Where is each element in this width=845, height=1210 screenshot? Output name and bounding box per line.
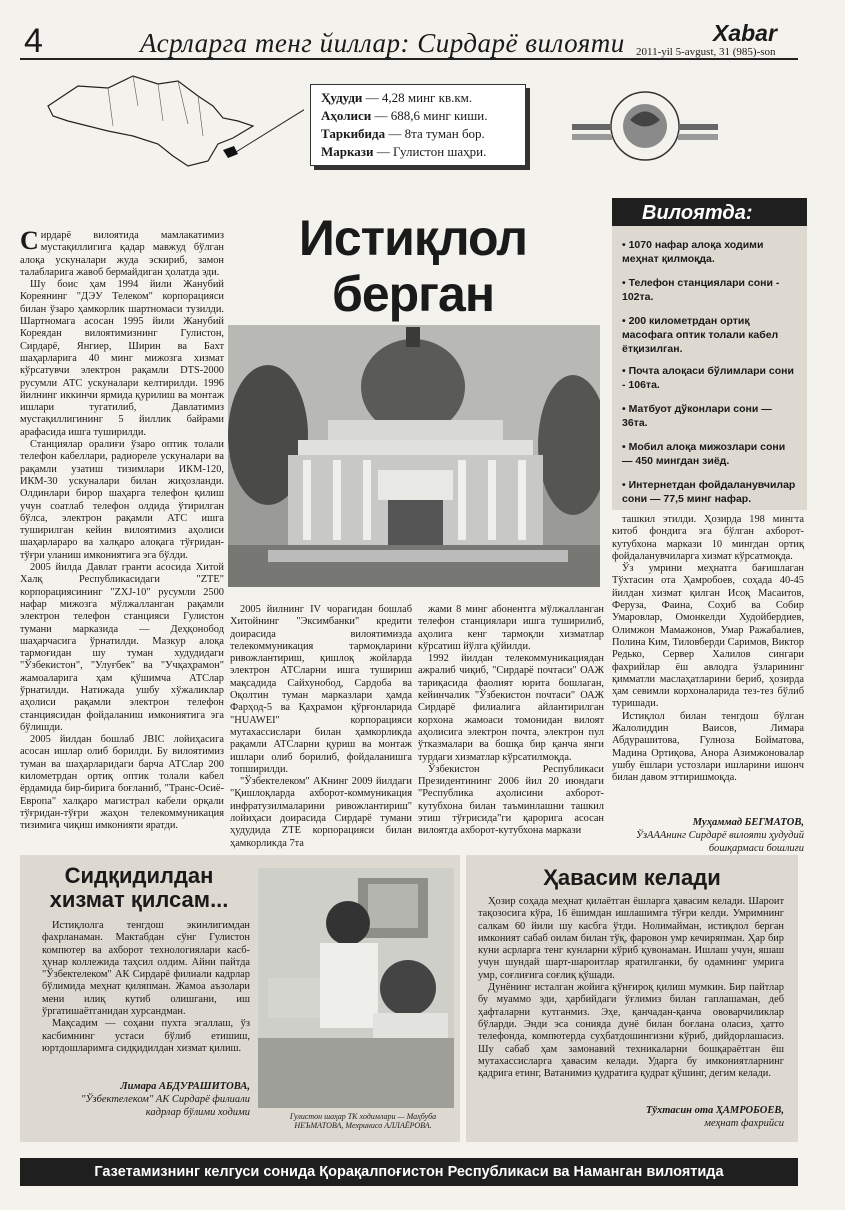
main-headline: Истиқлол берган (298, 210, 528, 322)
right-story-title: Ҳавасим келади (543, 865, 721, 890)
article-column-2: 2005 йилнинг IV чорагидан бошлаб Хитойнинг "Эксимбанки" кредити доирасида вилоятимизда телекоммуникация тармоқларини ривожлантириш, қишлоқ жойларда электрон АТСларни ишга тушириш мақсадида Сайхунобод, Сардоба ва Оқолтин туман марказлари ҳамда Фарҳод-5 ва Қаҳрамон қўрғонларида "HUAWEI" корпорацияси мутахассислари билан ҳамкорликда рақамли АТСларни қуриш ва монтаж ишлари олиб борилиб, фойдаланишга топширилди. "Ўзбектелеком" АКнинг 2009 йилдаги "Қишлоқларда ахборот-коммуникация инфратузилмаларини ривожлантириш" лойиҳаси доирасида Сирдарё тумани ҳудудида ZTE корпорацияси билан ҳамкорликда 7та (230, 604, 412, 849)
article-column-3: жами 8 минг абонентга мўлжалланган телефон станциялари ишга туширилиб, аҳолига кенг тармоқли хизматлар кўрсатиш йўлга қўйилди. 1992 йилдан телекоммуникациядан ажралиб чиқиб, "Сирдарё почтаси" ОАЖ тариқасида фаолият юрита бошлаган, кейинчалик "Ўзбекистон почтаси" ОАЖ Сирдарё филиалига айлантирилган корхона жамоаси томонидан вилоят аҳолисига электрон почта, электрон пул ўтказмалари ва бошқа бир қанча янги турдаги хизматлар кўрсатилмоқда. Ўзбекистон Республикаси Президентининг 2006 йил 20 июндаги "Республика аҳолисини ахборот-кутубхона билан таъминлашни ташкил этиш тўғрисида"ги қарорига асосан вилоятда ахборот-кутубхона маркази (418, 604, 604, 837)
stat-item: • Почта алоқаси бўлимлари сони - 106та. (622, 364, 798, 392)
left-story-text: Истиқлолга тенгдош экинлигимдан фахрланаман. Мактабдан сўнг Гулистон компютер ва ахборот технологиялари касб-ҳунар коллежида таҳсил олдим. Айни пайтда "Ўзбектелеком" АК Сирдарё филиали кадрлар бўлимида меҳнат қиляпман. Жамоа аъзолари мени илиқ кутиб олишгани, иш ўргатишаётганидан хурсандман. Мақсадим — соҳани пухта эгаллаш, ўз касбимнинг устаси бўлиб етишиш, юртдошларимга сидқидилдан хизмат қилиш. (42, 920, 250, 1054)
right-story-text: Ҳозир соҳада меҳнат қилаётган ёшларга ҳавасим келади. Шароит тақозосига кўра, 16 ёшимдан ишлашимга тўғри келди. Умримнинг салкам 60 йили шу касбга ўтди. Нолимайман, истиқлол берган имконият сабаб оилам билан тўқ, фаровон умр кечиряпман. Ҳар бир куни асрларга тенг кунларни кўриб қувонаман. Ишлаш учун, яшаш учун шундай шарт-шароитлар яратилганки, бу одамнинг умрига умр, соғлиғига соғлиқ қўшади. Дунёнинг исталган жойига қўнғироқ қилиш мумкин. Бир пайтлар бу муаммо эди, ҳарбийдаги ўғлимиз билан гаплашаман, деб ҳафталарни кутганмиз. Эҳе, қанчадан-қанча ововарчиликлар бўларди. Энди эса сонияда дунё билан боғлана оласиз, ҳатто телефонда, компютерда суҳбатдошингизни кўриб, дийдорлашасиз. Шу сабаб ҳам замонавий техникаларни бошқараётган ёш мутахассисларга ҳавасим келади. Ударга бу имкониятларнинг қадрига етинг, Ватанимиз қудратига қудрат қўшинг, дегим келади. (478, 896, 784, 1080)
sidebar-header: Вилоятда: (612, 198, 807, 228)
photo-caption: Гулистон шаҳар ТК ходимлари — Маҳбуба НЕЪМАТОВА, Мехринисо АЛЛАЁРОВА. (289, 1112, 437, 1130)
article-column-4: ташкил этилди. Ҳозирда 198 мингта китоб фондига эга бўлган ахборот-кутубхона маркази 10 мингдан ортиқ фойдаланувчиларга хизмат кўрсатмоқда. Ўз умрини меҳнатга бағишлаган Тўхтасин ота Ҳамробоев, соҳада 40-45 йилдан хизмат қилган Исоқ Масаитов, Феруза, Фаина, Соҳиб ва Собир Умаровлар, Омонкелди Худойбердиев, Олимжон Мамажонов, Умар Ражабалиев, Полина Ким, Тиловберди Саримов, Виктор Редько, Сервер Халилов сингари фахрийлар ёш авлодга ўзларининг қимматли маслаҳатларини бериб, ҳозирда ҳам севимли корхоналарида тез-тез бўлиб туришади. Истиқлол билан тенгдош бўлган Жалолиддин Ваисов, Лимара Абдурашитова, Гулноза Бойматова, Мадина Ортиқова, Анора Азимжоновалар ушбу ёшлари устозлари ишларини ишонч билан давом эттиришмоқда. (612, 514, 804, 784)
fact-composition: Таркибида — 8та туман бор. (321, 126, 485, 141)
newspaper-brand: Xabar (713, 20, 777, 46)
fact-area: Ҳудуди — 4,28 минг кв.км. (321, 90, 473, 105)
stat-item: • 200 километрдан ортиқ масофага оптик толали кабел ётқизилган. (622, 314, 798, 356)
uzbekistan-map-image (38, 66, 304, 176)
right-story-signature: Тўхтасин ота ҲАМРОБОЕВ, меҳнат фахрийси (645, 1105, 784, 1129)
left-story-title: Сидқидилдан хизмат қилсам... (49, 863, 229, 912)
left-story-signature: Лимара АБДУРАШИТОВА, "Ўзбектелеком" АК Сирдарё филиали кадрлар бўлими ходими (81, 1081, 250, 1118)
building-photo (228, 325, 600, 587)
issue-info: 2011-yil 5-avgust, 31 (985)-son (636, 46, 776, 58)
page-number: 4 (24, 22, 43, 60)
fact-population: Аҳолиси — 688,6 минг киши. (321, 108, 488, 123)
stat-item: • Матбуот дўконлари сони — 36та. (622, 402, 798, 430)
sidebar-stats-box (612, 226, 807, 510)
page-header-title: Асрларга тенг йиллар: Сирдарё вилояти (140, 28, 625, 58)
region-facts-box (310, 84, 526, 166)
state-emblem-image (570, 78, 720, 168)
stat-item: • Мобил алоқа мижозлари сони — 450 мингдан зиёд. (622, 440, 798, 468)
office-workers-photo (258, 868, 454, 1108)
fact-center: Маркази — Гулистон шаҳри. (321, 144, 487, 159)
dropcap: С (20, 230, 39, 255)
footer-announcement: Газетамизнинг келгуси сонида Қорақалпоғистон Республикаси ва Наманган вилоятида (20, 1158, 798, 1186)
header-rule (20, 58, 798, 60)
main-article-signature: Муҳаммад БЕГМАТОВ, ЎзАААнинг Сирдарё вилояти ҳудудий бошқармаси бошлиғи (635, 817, 804, 854)
stat-item: • Интернетдан фойдаланувчилар сони — 77,5 минг нафар. (622, 478, 798, 506)
stat-item: • 1070 нафар алоқа ходими меҳнат қилмоқда. (622, 238, 798, 266)
article-column-1: Сирдарё вилоятида мамлакатимиз мустақиллигига қадар мавжуд бўлган алоқа ускуналари жуда эскириб, замон талабларига жавоб бермайдиган ҳолатда эди. Шу боис ҳам 1994 йили Жанубий Кореянинг "ДЭУ Телеком" корпорацияси билан ўзаро ҳамкорлик шартномаси тузилди. Шартномага асосан 1995 йили Жанубий Кореядан вилоятимизнинг Гулистон, Сирдарё, Янгиер, Ширин ва Бахт шаҳарларига 40 минг мижозга хизмат кўрсатувчи электрон рақамли DTS-2000 русумли АТС ускуналари келтирилди. 1996 йилнинг иккинчи ярмида қурилиш ва монтаж ишлари тугатилиб, Давлатимиз мустақиллигининг 5 йиллик байрами арафасида ишга туширилди. Станциялар оралиғи ўзаро оптик толали телефон кабеллари, радиореле ускуналари ва рақамли узатиш тизимлари ИКМ-120, ИКМ-30 ускуналари билан жиҳозланди. Олдинлари бирор шаҳарга телефон қилиш учун соатлаб телефон олдида ўтирилган бўлса, электрон рақамли АТС ишга туширилган кейин вилоятимиз аҳолиси шаҳарлараро ва халқаро алоқага тўғридан-тўғри уланиш имкониятига эга бўлди. 2005 йилда Давлат гранти асосида Хитой Халқ Республикасидаги "ZTE" корпорациясининг "ZXJ-10" русумли 2500 нафар мижозга мўлжалланган рақамли электрон телефон станцияси Гулистон тумани марказида — Деҳқонобод шаҳарчасига ўрнатилди. Мазкур алоқа тармоғидан шу туман худудидаги "Ўзбекистон", "Улуғбек" ва "Учқаҳрамон" жамоаларига ҳам қўшимча АТСлар ўрнатилди. Натижада ушбу хўжаликлар аҳолиси рақамли электрон телефон станциясидан фойдаланиш имкониятига эга бўлишди. 2005 йилдан бошлаб JBIC лойиҳасига асосан ишлар олиб борилди. Бу вилоятимиз туман ва шаҳарларидаги барча АТСлар 200 километрдан ортиқ оптик толали кабел ёрдамида бир-бирига боғланиб, "Транс-Осиё-Европа" халқаро магистрал кабели орқали тўғридан-тўғри жаҳон телекоммуникация тизимига чиқиш имконияти яратди. (20, 230, 224, 832)
stat-item: • Телефон станциялари сони - 102та. (622, 276, 798, 304)
